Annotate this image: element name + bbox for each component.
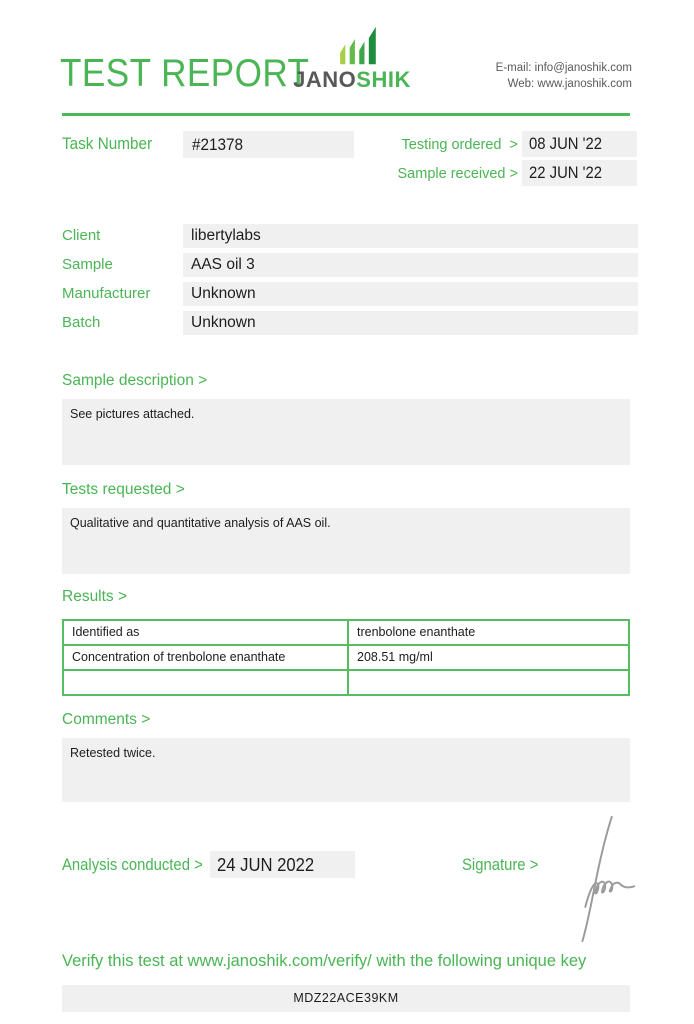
sample-description-text: See pictures attached.	[70, 407, 195, 421]
signature-scribble	[556, 813, 644, 945]
testing-ordered-value: 08 JUN '22	[522, 131, 637, 157]
sample-description-box	[62, 399, 630, 465]
contact-block	[496, 60, 632, 92]
comments-text: Retested twice.	[70, 746, 156, 760]
page-title-text: TEST REPORT	[60, 52, 310, 95]
result-key	[64, 671, 347, 694]
sample-received-value: 22 JUN '22	[522, 160, 637, 186]
manufacturer-label: Manufacturer	[62, 285, 151, 302]
tests-requested-text: Qualitative and quantitative analysis of AAS oil.	[70, 516, 331, 530]
signature-label: Signature >	[462, 856, 539, 874]
verify-instruction: Verify this test at www.janoshik.com/verify/ with the following unique key	[62, 951, 587, 970]
batch-label: Batch	[62, 314, 101, 331]
sample-label: Sample	[62, 256, 113, 273]
result-key: Concentration of trenbolone enanthate	[72, 650, 286, 664]
client-value: libertylabs	[183, 224, 638, 248]
comments-heading: Comments >	[62, 711, 151, 728]
sample-description-heading: Sample description >	[62, 372, 208, 389]
tests-requested-box	[62, 508, 630, 574]
web-value: www.janoshik.com	[537, 78, 632, 90]
arrow-glyph: >	[509, 137, 518, 153]
result-key: Identified as	[72, 625, 140, 639]
result-value: 208.51 mg/ml	[347, 646, 628, 669]
comments-box	[62, 738, 630, 802]
batch-value: Unknown	[183, 311, 638, 335]
logo-wordmark	[287, 67, 417, 93]
results-table	[62, 619, 630, 696]
results-heading: Results >	[62, 588, 128, 605]
sample-received-label: Sample received >	[397, 166, 518, 182]
manufacturer-value: Unknown	[183, 282, 638, 306]
logo-jano: JANO	[293, 67, 357, 92]
logo-shik: SHIK	[356, 67, 411, 92]
testing-ordered-label: Testing ordered >	[401, 137, 518, 153]
bar-chart-up-icon	[312, 26, 392, 66]
email-value: info@janoshik.com	[534, 62, 632, 74]
sample-value: AAS oil 3	[183, 253, 638, 277]
client-label: Client	[62, 227, 101, 244]
result-value	[347, 671, 628, 694]
email-label: E-mail:	[495, 62, 532, 74]
task-number-value: #21378	[183, 131, 354, 158]
web-label: Web:	[507, 78, 535, 90]
analysis-date-value: 24 JUN 2022	[210, 851, 355, 878]
header-divider	[62, 113, 630, 116]
janoshik-logo	[287, 26, 417, 93]
tests-requested-heading: Tests requested >	[62, 481, 185, 498]
arrow-glyph: >	[509, 166, 518, 182]
results-row	[64, 669, 628, 694]
analysis-conducted-label: Analysis conducted >	[62, 856, 203, 874]
results-row	[64, 621, 628, 644]
task-number-label: Task Number	[62, 134, 153, 153]
unique-key-value: MDZ22ACE39KM	[62, 985, 630, 1012]
dates-labels	[380, 133, 518, 191]
contact-email-line	[496, 60, 632, 76]
results-row	[64, 644, 628, 669]
result-value: trenbolone enanthate	[347, 621, 628, 644]
contact-web-line	[496, 76, 632, 92]
